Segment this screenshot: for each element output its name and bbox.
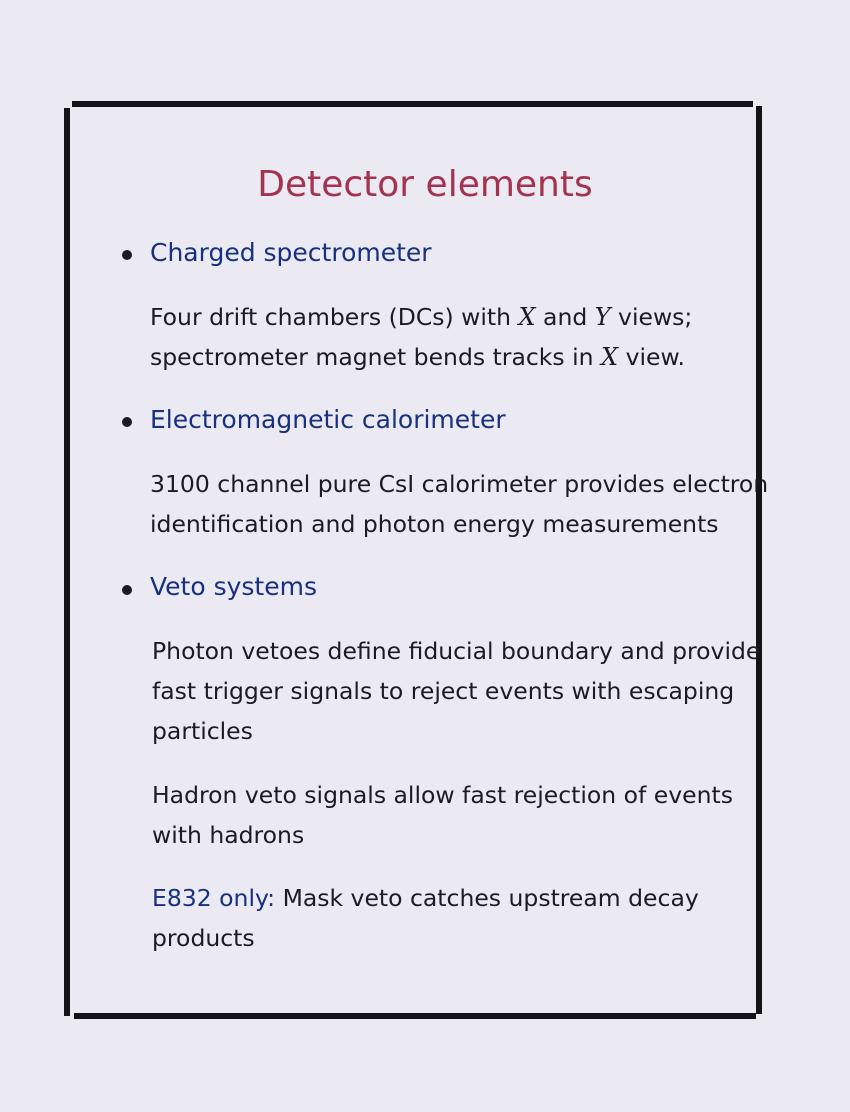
frame-bottom-border <box>74 1013 756 1019</box>
section-body-line: with hadrons <box>152 821 305 849</box>
math-variable: Y <box>594 303 611 331</box>
bullet-icon <box>122 417 132 427</box>
section-body-line <box>152 884 699 912</box>
frame-top-border <box>72 101 753 107</box>
section-body-line: products <box>152 924 255 952</box>
text-run: views; <box>610 303 693 331</box>
e832-label: E832 only: <box>152 884 276 912</box>
text-run: Mask veto catches upstream decay <box>275 884 699 912</box>
section-body-line: Photon vetoes define fiducial boundary and provide <box>152 637 761 665</box>
section-body-line: Hadron veto signals allow fast rejection of events <box>152 781 733 809</box>
math-variable: X <box>518 303 536 331</box>
section-heading-veto-systems: Veto systems <box>150 572 317 601</box>
section-body-line <box>150 303 692 331</box>
frame-left-border <box>64 108 70 1016</box>
text-run: Four drift chambers (DCs) with <box>150 303 519 331</box>
bullet-icon <box>122 585 132 595</box>
frame-right-border <box>756 106 762 1014</box>
section-body-line <box>150 343 685 371</box>
section-body-line: identification and photon energy measurements <box>150 510 719 538</box>
text-run: and <box>535 303 595 331</box>
section-body-line: particles <box>152 717 253 745</box>
text-run: view. <box>618 343 685 371</box>
math-variable: X <box>601 343 619 371</box>
bullet-icon <box>122 250 132 260</box>
text-run: spectrometer magnet bends tracks in <box>150 343 601 371</box>
section-heading-charged-spectrometer: Charged spectrometer <box>150 238 432 267</box>
page-title: Detector elements <box>257 164 593 205</box>
section-body-line: fast trigger signals to reject events with escaping <box>152 677 735 705</box>
section-heading-em-calorimeter: Electromagnetic calorimeter <box>150 405 506 434</box>
section-body-line: 3100 channel pure CsI calorimeter provides electron <box>150 470 769 498</box>
